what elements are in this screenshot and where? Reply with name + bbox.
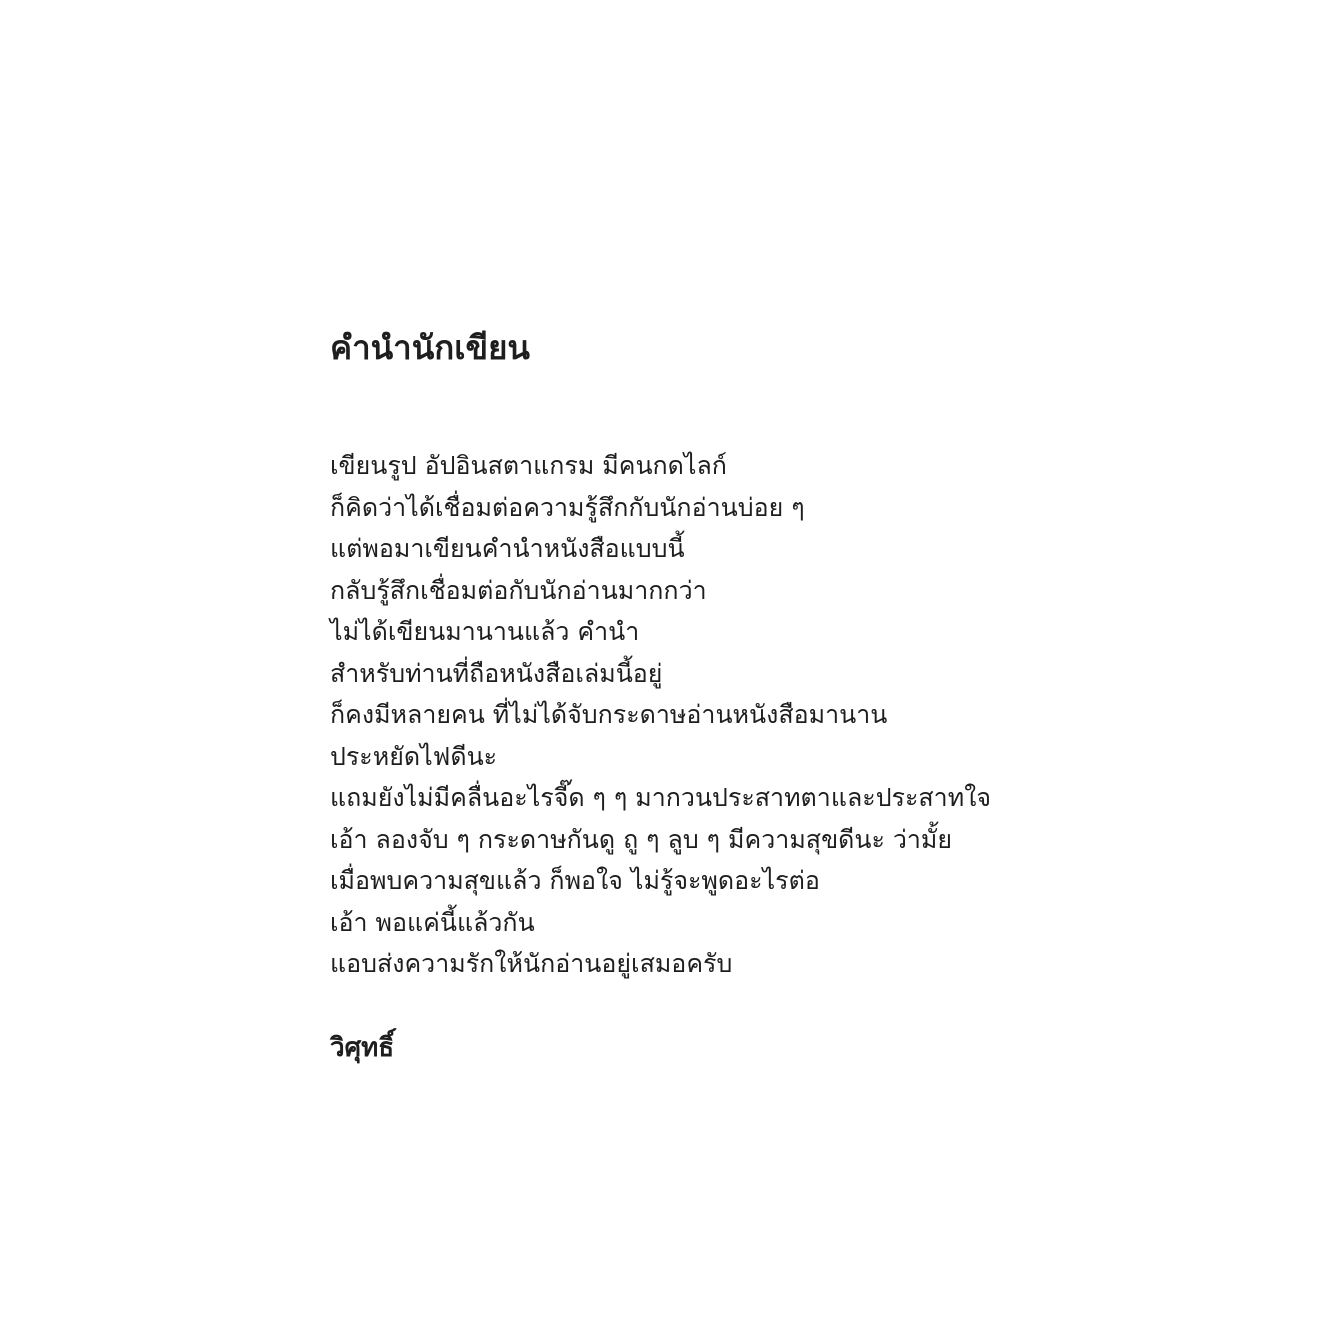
preface-line: สำหรับท่านที่ถือหนังสือเล่มนี้อยู่ <box>330 658 663 688</box>
page-title: คำนำนักเขียน <box>330 328 530 367</box>
preface-line: เขียนรูป อัปอินสตาแกรม มีคนกดไลก์ <box>330 451 727 480</box>
preface-line: เอ้า พอแค่นี้แล้วกัน <box>330 907 535 937</box>
preface-line: กลับรู้สึกเชื่อมต่อกับนักอ่านมากกว่า <box>330 575 707 605</box>
preface-line: แต่พอมาเขียนคำนำหนังสือแบบนี้ <box>330 534 685 563</box>
preface-body <box>330 445 991 985</box>
author-signature: วิศุทธิ์ <box>330 1033 395 1063</box>
preface-line: เอ้า ลองจับ ๆ กระดาษกันดู ถู ๆ ลูบ ๆ มีความสุขดีนะ ว่ามั้ย <box>330 824 953 854</box>
preface-line: ก็คิดว่าได้เชื่อมต่อความรู้สึกกับนักอ่านบ่อย ๆ <box>330 492 805 522</box>
preface-line: ประหยัดไฟดีนะ <box>330 741 498 771</box>
preface-line: ไม่ได้เขียนมานานแล้ว คำนำ <box>330 617 640 646</box>
preface-line: แอบส่งความรักให้นักอ่านอยู่เสมอครับ <box>330 949 733 978</box>
preface-line: ก็คงมีหลายคน ที่ไม่ได้จับกระดาษอ่านหนังสือมานาน <box>330 700 888 729</box>
preface-line: แถมยังไม่มีคลื่นอะไรจี๊ด ๆ ๆ มากวนประสาทตาและประสาทใจ <box>330 783 992 812</box>
preface-line: เมื่อพบความสุขแล้ว ก็พอใจ ไม่รู้จะพูดอะไรต่อ <box>330 866 820 895</box>
